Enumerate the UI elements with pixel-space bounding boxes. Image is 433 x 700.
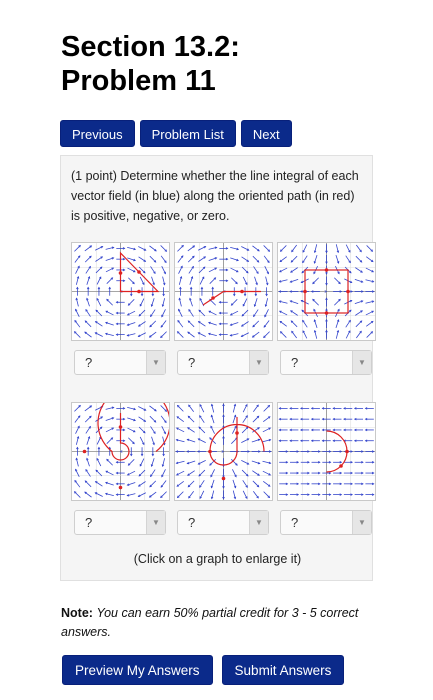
field-arrow (292, 245, 297, 252)
field-arrow (243, 277, 247, 285)
field-arrow (231, 311, 239, 315)
vector-field-plot-2 (175, 243, 272, 340)
path-direction-marker (235, 431, 239, 435)
field-arrow (177, 492, 183, 498)
path-direction-marker (211, 296, 215, 300)
field-arrow (200, 405, 204, 413)
field-arrow (313, 299, 319, 305)
field-arrow (161, 416, 166, 423)
field-arrow (253, 321, 259, 327)
field-arrow (107, 459, 113, 465)
field-arrow (303, 331, 307, 339)
field-arrow (356, 256, 362, 262)
field-arrow (150, 481, 156, 487)
field-arrow (210, 278, 216, 284)
field-arrow (280, 332, 286, 338)
path-direction-marker (339, 464, 343, 468)
field-arrow (150, 416, 156, 422)
field-arrow (291, 256, 297, 262)
field-arrow (231, 278, 237, 284)
chevron-down-icon: ▼ (352, 351, 371, 374)
field-arrow (346, 331, 350, 339)
field-arrow (188, 256, 194, 262)
path-direction-marker (325, 311, 329, 315)
field-arrow (97, 437, 101, 445)
field-arrow (291, 311, 298, 316)
field-arrow (252, 246, 259, 251)
path-direction-marker (240, 290, 244, 294)
field-arrow (150, 256, 156, 262)
field-arrow (253, 481, 259, 487)
preview-answers-button[interactable]: Preview My Answers (62, 655, 213, 685)
field-arrow (177, 245, 183, 251)
field-arrow (150, 321, 156, 327)
field-arrows (279, 244, 374, 339)
field-arrow (243, 416, 248, 423)
field-arrow (96, 267, 102, 273)
field-arrow (161, 245, 167, 251)
selected-value: ? (188, 515, 196, 530)
field-arrow (264, 492, 270, 498)
field-arrow (303, 256, 308, 263)
field-arrow (107, 299, 113, 305)
field-arrow (128, 268, 136, 272)
field-arrow (128, 278, 134, 284)
field-arrow (263, 481, 270, 486)
field-arrow (128, 459, 134, 465)
vector-field-plot-1 (72, 243, 169, 340)
field-arrow (189, 491, 194, 498)
field-arrow (85, 416, 91, 422)
field-arrow (242, 470, 248, 476)
field-arrow (263, 417, 270, 422)
vector-field-plot-6 (278, 403, 375, 500)
field-arrow (263, 471, 271, 475)
field-arrow (106, 268, 114, 272)
field-arrow (85, 492, 92, 497)
path-direction-marker (137, 290, 141, 294)
field-arrow (200, 277, 204, 285)
field-arrow (242, 427, 248, 433)
field-arrow (253, 256, 259, 262)
field-arrow (200, 416, 205, 423)
field-arrow (139, 470, 145, 476)
field-arrow (243, 299, 247, 307)
vector-field-plot-4 (72, 403, 169, 500)
chevron-down-icon: ▼ (146, 511, 165, 534)
field-arrow (128, 428, 136, 432)
field-arrow (243, 491, 247, 499)
field-arrow (366, 257, 373, 262)
field-arrow (161, 320, 166, 327)
submit-answers-button[interactable]: Submit Answers (222, 655, 345, 685)
answer-select-1[interactable] (74, 350, 166, 375)
chevron-down-icon: ▼ (146, 351, 165, 374)
field-arrow (161, 256, 166, 263)
vector-field-graph-3[interactable] (277, 242, 376, 341)
problem-nav (60, 120, 292, 147)
field-arrow (303, 320, 308, 327)
field-arrow (140, 277, 144, 285)
field-arrow (128, 299, 134, 305)
field-arrow (264, 256, 269, 263)
path-direction-marker (346, 290, 350, 294)
field-arrow (149, 332, 156, 337)
field-arrow (264, 320, 269, 327)
selected-value: ? (291, 355, 299, 370)
vector-field-plot-5 (175, 403, 272, 500)
path-direction-marker (325, 268, 329, 272)
field-arrow (149, 492, 156, 497)
vector-field-graph-6[interactable] (277, 402, 376, 501)
field-arrow (231, 299, 237, 305)
field-arrow (177, 405, 183, 411)
field-arrow (243, 405, 247, 413)
field-arrow (280, 257, 287, 262)
next-button[interactable]: Next (241, 120, 292, 147)
chevron-down-icon: ▼ (249, 351, 268, 374)
field-arrow (334, 278, 340, 284)
field-arrow (231, 268, 239, 272)
path-direction-marker (303, 290, 307, 294)
field-arrow (199, 267, 205, 273)
field-arrows (176, 404, 271, 499)
field-arrow (85, 406, 92, 411)
field-arrow (106, 428, 114, 432)
field-arrow (97, 459, 101, 467)
answer-actions (62, 655, 344, 685)
field-arrow (355, 268, 362, 273)
field-arrow (107, 278, 113, 284)
field-arrow (177, 471, 185, 475)
selected-value: ? (291, 515, 299, 530)
field-arrow (161, 332, 167, 338)
field-arrow (149, 246, 156, 251)
field-arrow (366, 311, 374, 315)
field-arrow (106, 311, 114, 315)
path-direction-marker (83, 450, 87, 454)
field-arrow (264, 245, 270, 251)
field-arrow (188, 416, 194, 422)
path-direction-marker (119, 425, 123, 429)
vector-field-graph-4[interactable] (71, 402, 170, 501)
field-arrow (366, 268, 374, 272)
field-arrow (189, 405, 194, 412)
field-arrow (292, 331, 297, 338)
field-arrow (209, 311, 217, 315)
vector-field-plot-3 (278, 243, 375, 340)
field-arrow (253, 416, 259, 422)
field-arrow (97, 299, 101, 307)
field-arrow (356, 331, 361, 338)
field-arrow (263, 428, 271, 432)
field-arrow (303, 245, 307, 253)
field-arrow (75, 480, 80, 487)
field-arrow (161, 480, 166, 487)
path-direction-marker (222, 477, 226, 481)
answer-select-5[interactable] (177, 510, 269, 535)
field-arrow (139, 310, 145, 316)
note-label: Note: (61, 606, 93, 620)
field-arrow (264, 405, 270, 411)
field-arrow (280, 268, 288, 272)
field-arrow (85, 246, 92, 251)
answer-select-2[interactable] (177, 350, 269, 375)
path-direction-marker (119, 271, 123, 275)
page-title-line1: Section 13.2: (61, 31, 240, 63)
note-text: You can earn 50% partial credit for 3 - 5 correct answers. (61, 606, 359, 639)
page-title-line2: Problem 11 (61, 65, 216, 97)
selected-value: ? (188, 355, 196, 370)
field-arrow (188, 428, 195, 433)
field-arrow (200, 491, 204, 499)
field-arrow (107, 438, 113, 444)
vector-field-graph-1[interactable] (71, 242, 170, 341)
field-arrow (140, 459, 144, 467)
selected-value: ? (85, 355, 93, 370)
field-arrow (242, 267, 248, 273)
field-arrow (253, 405, 258, 412)
field-arrow (243, 480, 248, 487)
partial-credit-note (61, 604, 361, 642)
field-arrow (209, 268, 217, 272)
path-direction-marker (345, 450, 349, 454)
field-arrow (177, 332, 183, 338)
field-arrow (149, 406, 156, 411)
field-arrow (177, 417, 184, 422)
vector-field-graph-2[interactable] (174, 242, 273, 341)
field-arrow (367, 332, 373, 338)
field-arrow (188, 246, 195, 251)
field-arrow (128, 311, 136, 315)
path-direction-marker (208, 450, 212, 454)
field-arrow (75, 256, 80, 263)
field-arrow (85, 481, 91, 487)
field-arrow (200, 480, 205, 487)
field-arrow (140, 299, 144, 307)
problem-list-button[interactable]: Problem List (140, 120, 236, 147)
field-arrow (199, 427, 205, 433)
page-title (61, 30, 421, 98)
field-arrow (178, 256, 183, 263)
field-arrow (346, 245, 350, 253)
field-arrow (139, 427, 145, 433)
field-arrow (291, 268, 298, 273)
field-arrow (74, 245, 80, 251)
field-arrow (188, 471, 195, 476)
field-arrow (264, 332, 270, 338)
answer-select-3[interactable] (280, 350, 372, 375)
field-arrow (188, 481, 194, 487)
chevron-down-icon: ▼ (249, 511, 268, 534)
field-arrow (128, 471, 136, 475)
vector-field-graph-5[interactable] (174, 402, 273, 501)
field-arrow (280, 311, 288, 315)
field-arrow (280, 245, 286, 251)
field-arrow (366, 321, 373, 326)
field-arrow (85, 256, 91, 262)
field-arrow (252, 332, 259, 337)
field-arrow (346, 256, 351, 263)
problem-prompt: (1 point) Determine whether the line integral of each vector field (in blue) along the oriented path (in red) is positive, negative, or zero. (71, 169, 359, 223)
field-arrow (253, 491, 258, 498)
field-arrow (97, 277, 101, 285)
field-arrow (140, 437, 144, 445)
enlarge-hint: (Click on a graph to enlarge it) (133, 552, 302, 566)
selected-value: ? (85, 515, 93, 530)
field-arrow (199, 470, 205, 476)
field-arrow (356, 321, 362, 327)
field-arrow (96, 470, 102, 476)
field-arrow (231, 438, 237, 444)
field-arrow (85, 332, 92, 337)
previous-button[interactable]: Previous (60, 120, 135, 147)
field-arrow (75, 416, 80, 423)
field-arrow (291, 321, 297, 327)
field-arrow (199, 310, 205, 316)
field-arrow (106, 471, 114, 475)
field-arrow (252, 471, 259, 476)
field-arrow (313, 278, 319, 284)
chevron-down-icon: ▼ (352, 511, 371, 534)
field-arrow (280, 321, 287, 326)
field-arrow (177, 428, 185, 432)
problem-panel (60, 155, 373, 581)
field-arrow (161, 492, 167, 498)
field-arrow (128, 438, 134, 444)
field-arrow (355, 311, 362, 316)
field-arrow (356, 245, 361, 252)
path-direction-marker (137, 270, 141, 274)
field-arrow (188, 321, 194, 327)
field-arrow (242, 310, 248, 316)
field-arrow (334, 299, 340, 305)
field-arrow (74, 332, 80, 338)
field-arrow (188, 332, 195, 337)
path-direction-marker (119, 486, 123, 490)
field-arrow (74, 405, 80, 411)
answer-select-4[interactable] (74, 510, 166, 535)
field-arrow (367, 245, 373, 251)
field-arrow (177, 481, 184, 486)
field-arrow (74, 492, 80, 498)
field-arrow (178, 320, 183, 327)
answer-select-6[interactable] (280, 510, 372, 535)
field-arrow (85, 321, 91, 327)
field-arrow (75, 320, 80, 327)
field-arrow (96, 310, 102, 316)
field-arrow (346, 320, 351, 327)
